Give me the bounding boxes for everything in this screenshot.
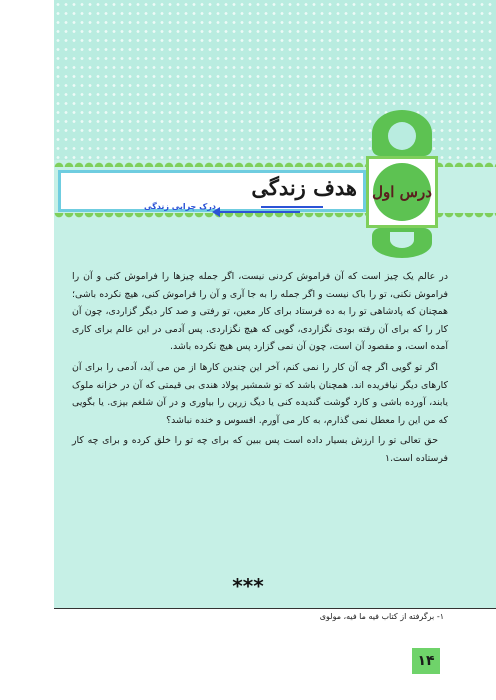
- lesson-subtitle: درک چرایی زندگی: [143, 202, 216, 211]
- ornament-bottom-inner: [390, 232, 414, 248]
- ornament-top-inner: [388, 122, 416, 150]
- paragraph-2: اگر تو گویی اگر چه آن کار را نمی کنم، آخر این چندین کارها از من می آید، آدمی را برای آن کارهای دیگر نیافریده اند. همچنان باشد که تو شمشیر پولاد هندی بی قیمتی که آن در خزانه ملوک یابند، آورده باشی و کارد گوشت گندیده کنی یا دیگ زرین را بیاوری و در آن شلغم بپزی. یا بگویی که من این را معطل نمی گذارم، به کار می آورم. افسوس و خنده نباشد؟: [72, 361, 448, 426]
- page-number: ۱۴: [412, 648, 440, 674]
- paragraph-1: در عالم یک چیز است که آن فراموش کردنی نیست، اگر جمله چیزها را فراموش کنی و آن را فراموش نکنی، تو را باک نیست و اگر جمله را به جا آری و آن را فراموش کنی، هیچ نکرده باشی؛ همچنان که پادشاهی تو را به ده فرستاد برای کار معین، تو رفتی و صد کار دیگر گزاردی، چون آن کار را که برای آن رفته بودی نگزاردی، گویی که هیچ نگزاردی. پس آدمی در این عالم برای کاری آمده است، و مقصود آن است، چون آن نمی گزارد پس هیچ نکرده باشد.: [72, 271, 448, 353]
- lesson-body: [72, 268, 448, 468]
- title-underline: [261, 206, 323, 208]
- lesson-title: هدف زندگی: [251, 175, 357, 200]
- paragraph-3: حق تعالی تو را ارزش بسیار داده است پس ببین که برای چه تو را خلق کرده و برای چه کار فرستاده است.۱: [72, 435, 448, 464]
- section-separator: ***: [232, 574, 264, 598]
- lesson-number: درس اول: [372, 183, 432, 201]
- arrow-line: [216, 211, 300, 213]
- lesson-emblem-circle: [373, 163, 431, 221]
- footnote-divider: [54, 608, 496, 609]
- lesson-emblem: [366, 156, 438, 228]
- footnote: ۱- برگرفته از کتاب فیه ما فیه، مولوی: [319, 612, 444, 621]
